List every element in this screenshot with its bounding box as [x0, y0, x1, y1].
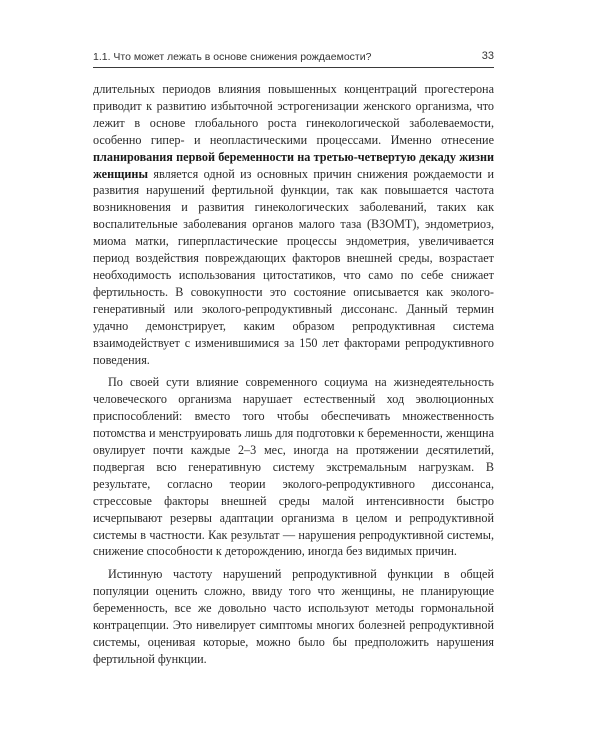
paragraph-1-text-end: является одной из основных причин снижения рождаемости и развития нарушений фертильной функции, так как повышается частота возникновения и развития гинекологических заболеваний, таких как воспалительные заболевания органов малого таза (ВЗОМТ), эндометриоз, миома матки, гиперпластические процессы эндометрия, увеличивается период воздействия повреждающих факторов внешней среды, возрастает необходимость использования цитостатиков, что само по себе снижает фертильность. В совокупности это состояние описывается как эколого-генеративный или эколого-репродуктивный диссонанс. Данный термин удачно демонстрирует, каким образом репродуктивная система взаимодействует с изменившимися за 150 лет факторами репродуктивного поведения.	[93, 166, 494, 367]
paragraph-2: По своей сути влияние современного социума на жизнедеятельность человеческого организма нарушает естественный ход эволюционных приспособлений: вместо того чтобы обеспечивать множественность потомства и менструировать лишь для подготовки к беременности, женщина овулирует почти каждые 2–3 мес, иногда на протяжении десятилетий, подвергая всю генеративную систему экстремальным нагрузкам. В результате, согласно теории эколого-репродуктивного диссонанса, стрессовые факторы внешней среды малой интенсивности быстро исчерпывают резервы адаптации организма в целом и репродуктивной системы в частности. Как результат — нарушения репродуктивной системы, снижение способности к деторождению, иногда без видимых причин.	[93, 375, 494, 559]
chapter-title: 1.1. Что может лежать в основе снижения рождаемости?	[93, 51, 372, 63]
paragraph-3: Истинную частоту нарушений репродуктивной функции в общей популяции оценить сложно, ввиду того что женщины, не планирующие беременность, все же довольно часто используют методы гормональной контрацепции. Это нивелирует симптомы многих болезней репродуктивной системы, оценивая которые, можно было бы предположить нарушения фертильной функции.	[93, 567, 494, 666]
paragraph-1-text-start: длительных периодов влияния повышенных концентраций прогестерона приводит к развитию избыточной эстрогенизации женского организма, что лежит в основе глобального роста гинекологической заболеваемости, особенно гипер- и неопластическими процессами. Именно отнесение	[93, 82, 494, 147]
running-header	[93, 49, 494, 68]
page-number: 33	[481, 50, 494, 62]
paragraph-1-bold-phrase: планирования первой беременности на третью-четвертую декаду жизни женщины	[93, 149, 494, 181]
paragraph-1	[93, 81, 494, 368]
body-text	[93, 81, 494, 668]
